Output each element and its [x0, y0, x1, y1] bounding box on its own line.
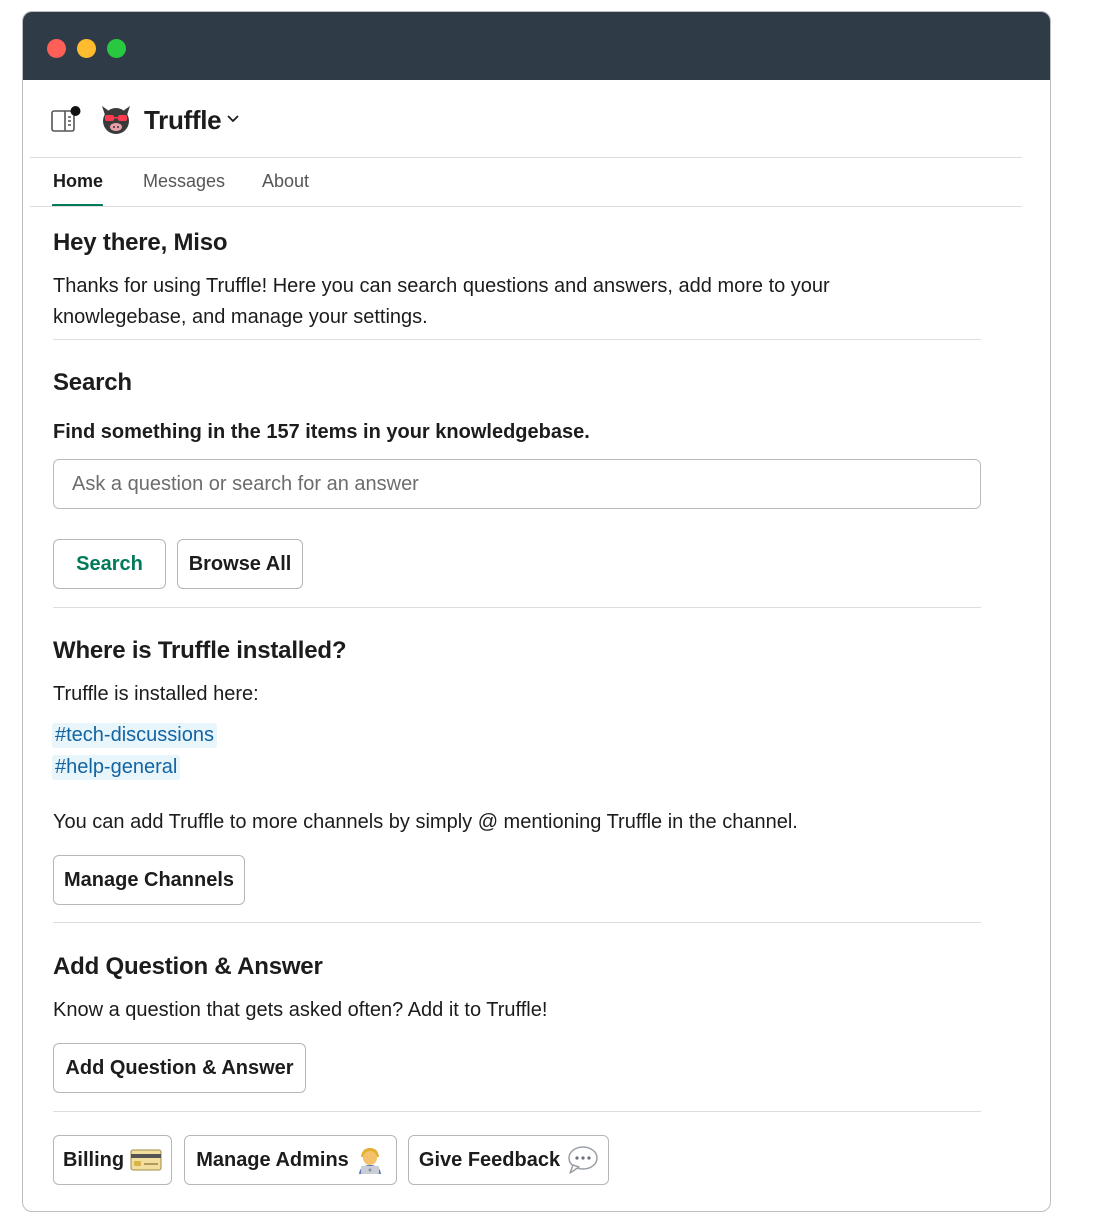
technologist-icon [355, 1145, 385, 1175]
greeting-text-line1: Thanks for using Truffle! Here you can search questions and answers, add more to your [53, 275, 830, 297]
app-name[interactable]: Truffle [144, 105, 222, 135]
search-section-title: Search [53, 369, 132, 396]
section-divider-1 [53, 339, 981, 340]
billing-button-label: Billing [62, 1148, 125, 1171]
manage-admins-button[interactable] [184, 1135, 397, 1185]
greeting-title: Hey there, Miso [53, 229, 228, 256]
tabs-divider [30, 206, 1022, 207]
installed-note: You can add Truffle to more channels by simply @ mentioning Truffle in the channel. [53, 811, 798, 833]
tab-home[interactable]: Home [53, 171, 104, 191]
search-button[interactable]: Search [53, 539, 166, 589]
credit-card-icon [130, 1149, 162, 1171]
billing-button[interactable] [53, 1135, 172, 1185]
manage-admins-button-label: Manage Admins [196, 1148, 349, 1171]
browse-all-button[interactable]: Browse All [177, 539, 303, 589]
tab-bar [23, 159, 1050, 207]
app-window [22, 11, 1051, 1212]
installed-intro: Truffle is installed here: [53, 683, 259, 705]
section-divider-2 [53, 607, 981, 608]
channel-link-help-general[interactable]: #help-general [52, 755, 180, 780]
section-divider-3 [53, 922, 981, 923]
close-window-button[interactable] [47, 39, 66, 58]
chevron-down-icon[interactable] [226, 114, 240, 124]
search-subtitle: Find something in the 157 items in your knowledgebase. [53, 421, 590, 443]
minimize-window-button[interactable] [77, 39, 96, 58]
channel-link-tech-discussions[interactable]: #tech-discussions [52, 723, 217, 748]
add-qa-section-title: Add Question & Answer [53, 953, 323, 980]
tab-about[interactable]: About [262, 171, 310, 191]
zoom-window-button[interactable] [107, 39, 126, 58]
header-divider [30, 157, 1022, 158]
sidebar-toggle-icon[interactable] [51, 106, 81, 132]
greeting-text-line2: knowlegebase, and manage your settings. [53, 306, 428, 328]
speech-bubble-icon [566, 1145, 598, 1175]
search-input[interactable] [53, 459, 981, 509]
add-question-answer-button[interactable]: Add Question & Answer [53, 1043, 306, 1093]
tab-messages[interactable]: Messages [143, 171, 226, 191]
app-header [23, 80, 1050, 157]
add-qa-text: Know a question that gets asked often? Add it to Truffle! [53, 999, 548, 1021]
give-feedback-button-label: Give Feedback [418, 1148, 561, 1171]
give-feedback-button[interactable] [408, 1135, 609, 1185]
truffle-pig-icon [99, 102, 133, 136]
window-titlebar [23, 12, 1050, 80]
manage-channels-button[interactable]: Manage Channels [53, 855, 245, 905]
section-divider-4 [53, 1111, 981, 1112]
installed-section-title: Where is Truffle installed? [53, 637, 347, 664]
